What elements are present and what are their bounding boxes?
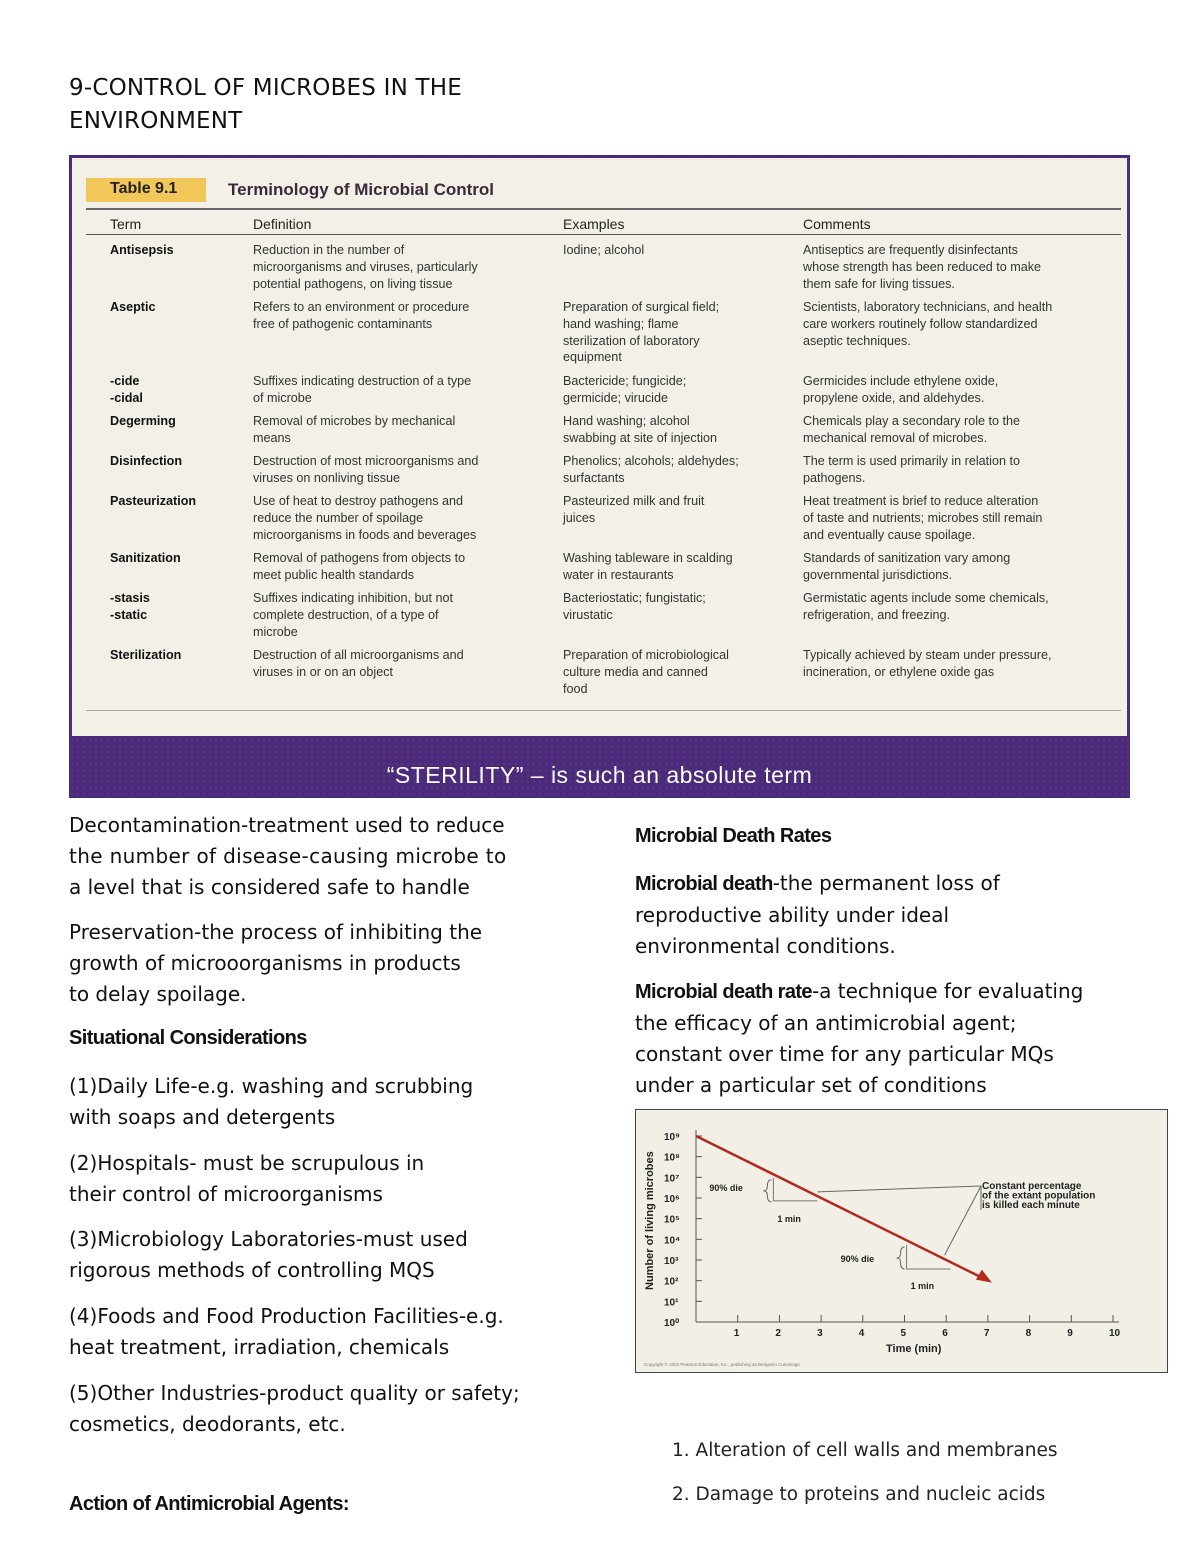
header-term: Term [110,216,142,232]
text-line: (5)Other Industries-product quality or safety; [69,1381,520,1405]
table-bottom-rule [86,710,1121,711]
table-header-rule [86,234,1121,235]
microbial-death-rate-definition [635,976,1083,1101]
microbial-death-rate-term: Microbial death rate [635,981,812,1003]
death-rates-heading: Microbial Death Rates [635,825,832,847]
table-cell-definition [253,413,553,447]
constant-percentage-label: is killed each minute [982,1200,1080,1211]
annotation-bracket [907,1245,951,1269]
table-cell-comments [803,413,1123,447]
situation-item-1 [69,1071,473,1133]
table-cell-term [110,590,248,624]
cell-line: Sanitization [110,551,181,565]
table-cell-term [110,550,248,567]
table-cell-examples [563,550,798,584]
constant-percentage-label: Constant percentage [982,1181,1082,1192]
cell-line: Washing tableware in scalding [563,551,733,565]
cell-line: Aseptic [110,300,156,314]
annotation-brace [763,1180,771,1202]
cell-line: of microbe [253,390,312,405]
text-line: a level that is considered safe to handle [69,875,470,899]
text-line: to delay spoilage. [69,982,247,1006]
y-tick-label: 10⁸ [664,1152,680,1164]
cell-line: Removal of microbes by mechanical [253,414,456,428]
table-cell-comments [803,493,1123,543]
table-cell-definition [253,299,553,333]
document-title-line-2: ENVIRONMENT [69,108,243,134]
cell-line: Sterilization [110,648,182,662]
annotation-1-min-2: 1 min [910,1281,935,1292]
cell-line: -cidal [110,390,143,405]
table-top-rule [86,208,1121,210]
cell-line: complete destruction, of a type of [253,607,439,622]
table-cell-definition [253,493,553,543]
table-cell-examples [563,299,798,366]
cell-line: Pasteurization [110,494,197,508]
terminology-slide [69,155,1130,798]
text-line: -a technique for evaluating [811,979,1084,1003]
text-line: with soaps and detergents [69,1105,336,1129]
table-cell-comments [803,647,1123,681]
table-cell-comments [803,373,1123,407]
list-item-text: Damage to proteins and nucleic acids [695,1484,1046,1505]
action-heading: Action of Antimicrobial Agents: [69,1493,349,1515]
cell-line: pathogens. [803,470,866,485]
table-number: Table 9.1 [110,180,178,197]
cell-line: means [253,430,291,445]
cell-line: Phenolics; alcohols; aldehydes; [563,454,739,468]
table-cell-term [110,299,248,316]
x-tick-label: 6 [942,1328,948,1339]
text-line: under a particular set of conditions [635,1073,987,1097]
text-line: heat treatment, irradiation, chemicals [69,1335,450,1359]
cell-line: microorganisms in foods and beverages [253,527,477,542]
table-cell-comments [803,453,1123,487]
table-cell-term [110,647,248,664]
cell-line: microorganisms and viruses, particularly [253,259,478,274]
cell-line: -static [110,607,148,622]
cell-line: germicide; virucide [563,390,668,405]
situational-heading: Situational Considerations [69,1027,307,1049]
text-line: growth of microoorganisms in products [69,951,461,975]
text-line: the efficacy of an antimicrobial agent; [635,1011,1017,1035]
cell-line: Antiseptics are frequently disinfectants [803,243,1018,257]
y-tick-label: 10⁰ [664,1318,680,1329]
table-cell-examples [563,493,798,527]
cell-line: culture media and canned [563,664,708,679]
y-tick-label: 10⁶ [664,1194,680,1205]
cell-line: viruses on nonliving tissue [253,470,401,485]
cell-line: governmental jurisdictions. [803,567,953,582]
cell-line: Suffixes indicating destruction of a type [253,374,472,388]
cell-line: juices [563,510,596,525]
cell-line: food [563,681,588,696]
header-examples: Examples [563,216,625,232]
cell-line: Use of heat to destroy pathogens and [253,494,464,508]
chart-copyright: Copyright © 2004 Pearson Education, Inc., publishing as Benjamin Cummings [644,1362,800,1367]
cell-line: Hand washing; alcohol [563,414,690,428]
text-line: (1)Daily Life-e.g. washing and scrubbing [69,1074,474,1098]
constant-percentage-label: of the extant population [982,1190,1096,1202]
y-axis-label: Number of living microbes [644,1151,656,1290]
cell-line: Disinfection [110,454,183,468]
action-list-item-1: 1. Alteration of cell walls and membranes [672,1440,1058,1461]
x-tick-label: 9 [1067,1328,1073,1339]
table-cell-term [110,453,248,470]
situation-item-4 [69,1301,504,1363]
table-cell-examples [563,590,798,624]
cell-line: Iodine; alcohol [563,243,645,257]
list-item-text: Alteration of cell walls and membranes [695,1440,1058,1461]
text-line: their control of microorganisms [69,1182,383,1206]
cell-line: hand washing; flame [563,316,679,331]
table-cell-definition [253,242,553,292]
table-cell-examples [563,373,798,407]
cell-line: Bactericide; fungicide; [563,374,687,388]
y-tick-label: 10⁵ [664,1214,680,1226]
text-line: cosmetics, deodorants, etc. [69,1412,346,1436]
table-cell-examples [563,413,798,447]
x-tick-label: 5 [900,1328,907,1339]
annotation-bracket [773,1178,817,1201]
line-arrowhead [976,1270,992,1283]
cell-line: The term is used primarily in relation to [803,454,1020,468]
death-rate-chart [635,1109,1168,1373]
text-line: environmental conditions. [635,934,896,958]
table-cell-term [110,413,248,430]
cell-line: viruses in or on an object [253,664,394,679]
table-cell-definition [253,373,553,407]
cell-line: them safe for living tissues. [803,276,955,291]
y-tick-label: 10³ [664,1256,679,1267]
cell-line: Standards of sanitization vary among [803,551,1011,565]
cell-line: and eventually cause spoilage. [803,527,976,542]
situation-item-3 [69,1224,468,1286]
table-cell-term [110,373,248,407]
cell-line: care workers routinely follow standardized [803,316,1038,331]
header-definition: Definition [253,216,312,232]
y-tick-label: 10⁷ [664,1173,680,1185]
cell-line: propylene oxide, and aldehydes. [803,390,985,405]
text-line: Preservation-the process of inhibiting the [69,920,483,944]
cell-line: whose strength has been reduced to make [803,259,1042,274]
cell-line: Refers to an environment or procedure [253,300,470,314]
cell-line: -stasis [110,591,150,605]
table-cell-examples [563,453,798,487]
cell-line: Germistatic agents include some chemicals, [803,591,1049,605]
cell-line: Heat treatment is brief to reduce alteration [803,494,1039,508]
text-line: -the permanent loss of [772,871,1000,895]
cell-line: Pasteurized milk and fruit [563,494,705,508]
cell-line: swabbing at site of injection [563,430,718,445]
cell-line: Preparation of microbiological [563,648,729,662]
table-cell-definition [253,647,553,681]
text-line: (2)Hospitals- must be scrupulous in [69,1151,425,1175]
action-list-item-2: 2. Damage to proteins and nucleic acids [672,1484,1046,1505]
microbial-death-term: Microbial death [635,873,773,895]
table-cell-term [110,242,248,259]
death-rate-line [696,1136,980,1277]
table-cell-definition [253,453,553,487]
cell-line: Antisepsis [110,243,174,257]
x-tick-label: 4 [858,1328,865,1339]
cell-line: surfactants [563,470,625,485]
document-title [69,72,629,138]
cell-line: refrigeration, and freezing. [803,607,951,622]
table-title: Terminology of Microbial Control [228,180,495,199]
y-tick-label: 10⁴ [664,1235,681,1247]
x-tick-label: 2 [775,1328,781,1339]
text-line: constant over time for any particular MQs [635,1042,1054,1066]
cell-line: Preparation of surgical field; [563,300,720,314]
document-title-line-1: 9-CONTROL OF MICROBES IN THE [69,75,462,101]
slide-caption: “STERILITY” – is such an absolute term [386,762,813,788]
table-cell-comments [803,242,1123,292]
x-axis-label: Time (min) [886,1343,942,1355]
cell-line: Degerming [110,414,176,428]
y-tick-label: 10² [664,1276,679,1288]
cell-line: mechanical removal of microbes. [803,430,988,445]
cell-line: of taste and nutrients; microbes still remain [803,510,1043,525]
cell-line: microbe [253,624,298,639]
text-line: (4)Foods and Food Production Facilities-e.g. [69,1304,504,1328]
y-tick-label: 10¹ [664,1297,679,1309]
cell-line: Bacteriostatic; fungistatic; [563,591,706,605]
table-cell-definition [253,590,553,640]
cell-line: Typically achieved by steam under pressure, [803,648,1052,662]
x-tick-label: 3 [817,1328,823,1339]
annotation-1-min-1: 1 min [777,1213,801,1224]
table-cell-comments [803,299,1123,349]
cell-line: Reduction in the number of [253,243,405,257]
cell-line: incineration, or ethylene oxide gas [803,664,995,679]
decontamination-paragraph [69,810,507,903]
terminology-table [72,158,1127,736]
microbial-death-definition [635,868,1000,962]
cell-line: Germicides include ethylene oxide, [803,374,999,388]
table-cell-examples [563,242,798,259]
text-line: (3)Microbiology Laboratories-must used [69,1227,468,1251]
situation-item-2 [69,1148,424,1210]
x-tick-label: 8 [1025,1328,1032,1339]
annotation-90-die-1: 90% die [709,1182,743,1193]
cell-line: Scientists, laboratory technicians, and health [803,300,1053,314]
cell-line: -cide [110,374,140,388]
table-cell-comments [803,550,1123,584]
cell-line: sterilization of laboratory [563,333,700,348]
table-cell-term [110,493,248,510]
y-tick-label: 10⁹ [664,1132,680,1143]
text-line: reproductive ability under ideal [635,903,950,927]
table-cell-definition [253,550,553,584]
cell-line: potential pathogens, on living tissue [253,276,453,291]
preservation-paragraph [69,917,482,1010]
cell-line: aseptic techniques. [803,333,911,348]
cell-line: virustatic [563,607,613,622]
annotation-90-die-2: 90% die [840,1254,875,1265]
cell-line: Chemicals play a secondary role to the [803,414,1021,428]
callout-line [817,1186,981,1192]
text-line: Decontamination-treatment used to reduce [69,813,505,837]
cell-line: equipment [563,350,622,365]
table-cell-comments [803,590,1123,624]
death-rate-chart-svg [636,1110,1167,1372]
x-tick-label: 7 [983,1328,990,1339]
annotation-brace [897,1247,905,1269]
cell-line: Removal of pathogens from objects to [253,551,466,565]
x-tick-label: 10 [1109,1328,1121,1339]
cell-line: meet public health standards [253,567,415,582]
situation-item-5 [69,1378,520,1440]
cell-line: water in restaurants [563,567,674,582]
cell-line: Destruction of all microorganisms and [253,648,464,662]
header-comments: Comments [803,216,871,232]
cell-line: free of pathogenic contaminants [253,316,433,331]
text-line: rigorous methods of controlling MQS [69,1258,435,1282]
table-cell-examples [563,647,798,697]
cell-line: Destruction of most microorganisms and [253,454,479,468]
text-line: the number of disease-causing microbe to [69,844,507,868]
x-tick-label: 1 [733,1328,740,1339]
callout-line [945,1186,981,1255]
cell-line: Suffixes indicating inhibition, but not [253,591,453,605]
cell-line: reduce the number of spoilage [253,510,424,525]
